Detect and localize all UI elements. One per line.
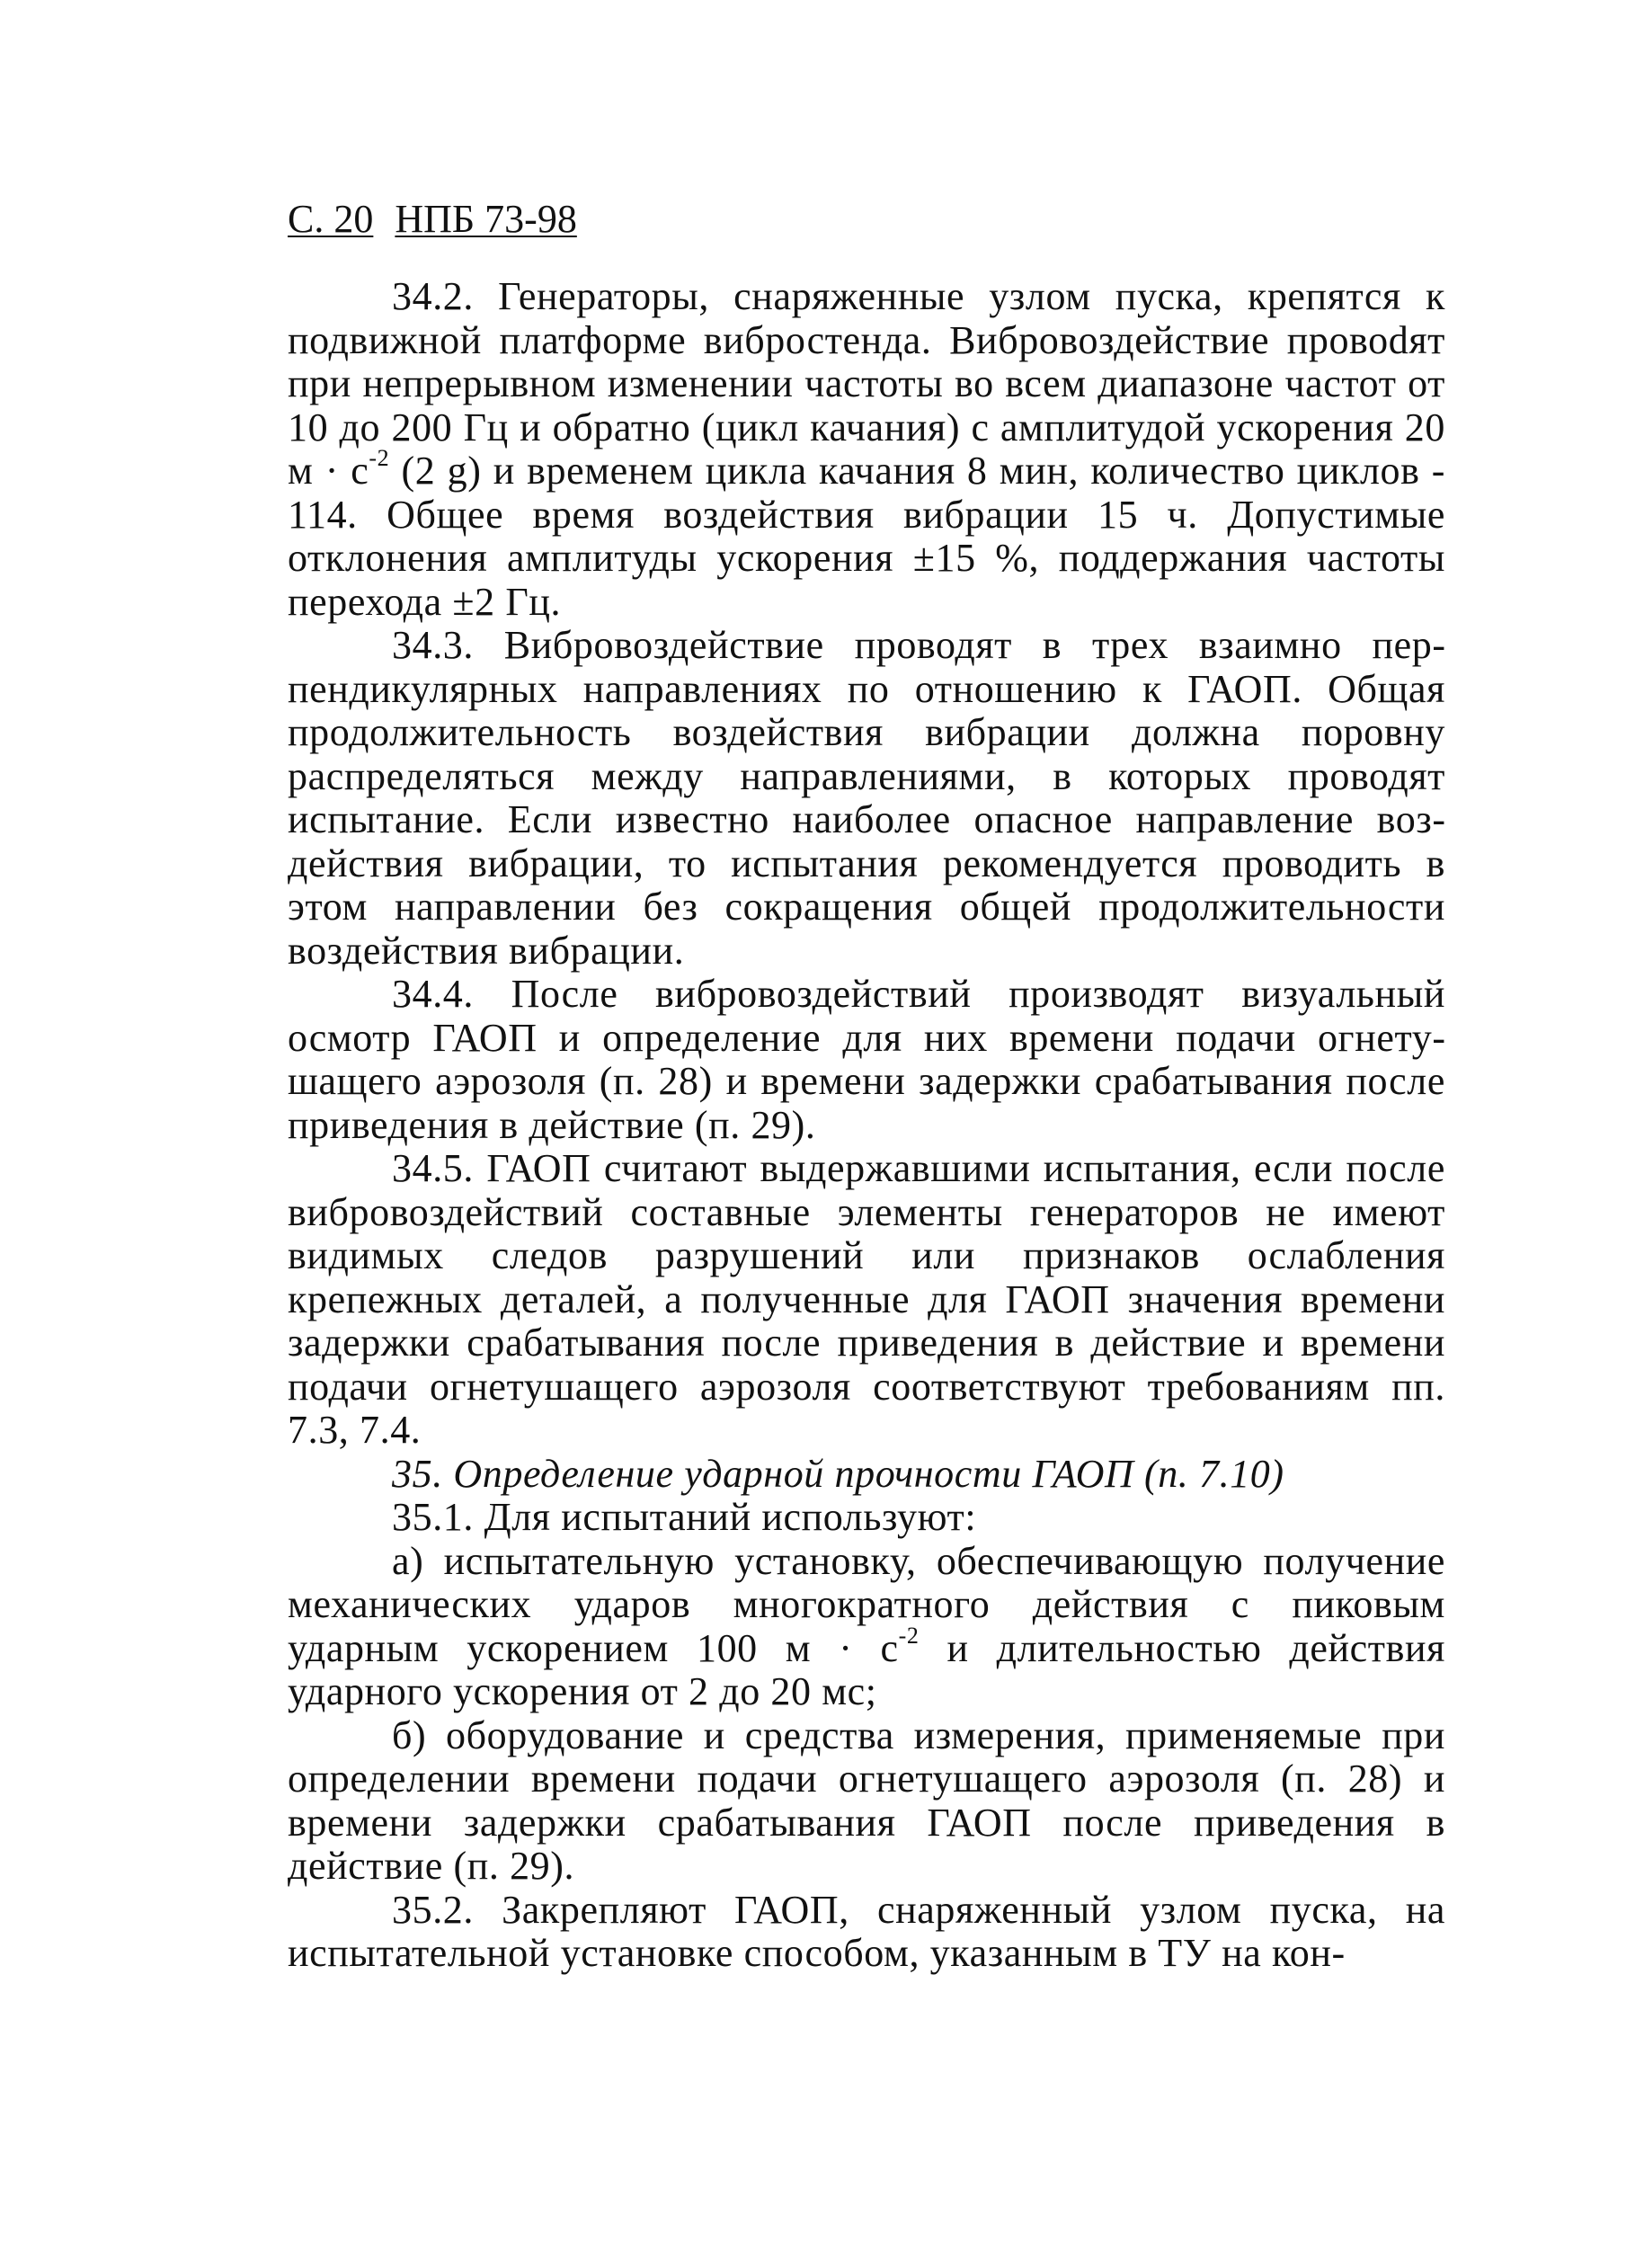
paragraph [288,624,1445,973]
paragraph-text: и длительностью действия ударного ускорения от 2 до 20 мс; [288,1625,1445,1713]
paragraph-text: 35.2. Закрепляют ГАОП, снаряженный узлом пуска, на испытательной установке способом, указанным в ТУ на кон- [288,1887,1445,1975]
paragraph-text: 34.5. ГАОП считают выдержавшими испытания, если после вибровоздействий составные элементы генераторов не имеют видимых следов разрушений или признаков ослабления крепежных деталей, а полученные для ГАОП значения времени задержки срабатывания после приведения в действие и времени подачи огнетушащего аэрозоля соответствуют требованиям пп. 7.3, 7.4. [288,1146,1445,1452]
paragraph-text: (2 g) и временем цикла качания 8 мин, количество циклов - 114. Общее время воздействия вибрации 15 ч. Допустимые отклонения амплитуды ускорения ±15 %, поддержания частоты перехода ±2 Гц. [288,449,1445,624]
paragraph-text: 34.3. Вибровоздействие проводят в трех взаимно перпендикулярных направлениях по отношению к ГАОП. Общая продолжительность воздействия вибрации должна поровну распределяться между направлениями, в которых проводят испытание. Если известно наиболее опасное направление воздействия вибрации, то испытания рекомендуется проводить в этом направлении без сокращения общей продолжительности воздействия вибрации. [288,623,1445,973]
page-number: С. 20 [288,197,374,241]
paragraph [288,275,1445,624]
superscript-exponent: -2 [369,445,390,472]
paragraph-text: 35.1. Для испытаний используют: [392,1495,977,1539]
paragraph [288,1147,1445,1453]
paragraph-text: 34.2. Генераторы, снаряженные узлом пуска, крепятся к подвижной платформе вибростенда. Вибровоздействие провоdят при непрерывном изменении частоты во всем диапазоне частот от 10 до 200 Гц и обратно (цикл качания) с амплитудой ускорения 20 м · с [288,274,1445,493]
document-code: НПБ 73-98 [395,197,577,241]
paragraph [288,1714,1445,1889]
paragraph [288,1540,1445,1714]
paragraph [288,1889,1445,1976]
section-heading [288,1453,1445,1497]
document-page [288,196,1445,1976]
superscript-exponent: -2 [898,1622,920,1649]
paragraph [288,1496,1445,1540]
page-header [288,196,1445,243]
paragraph-text: 34.4. После вибровоздействий производят визуальный осмотр ГАОП и определение для них времени подачи огнетушащего аэрозоля (п. 28) и времени задержки срабатывания после приведения в действие (п. 29). [288,972,1445,1147]
paragraph [288,973,1445,1147]
paragraph-text: б) оборудование и средства измерения, применяемые при определении времени подачи огнетушащего аэрозоля (п. 28) и времени задержки срабатывания ГАОП после приведения в действие (п. 29). [288,1712,1445,1888]
paragraph-text: а) испытательную установку, обеспечивающую получение механических ударов многократного действия с пиковым ударным ускорением 100 м · с [288,1538,1445,1670]
paragraph-text: 35. Определение ударной прочности ГАОП (п. 7.10) [392,1451,1284,1496]
body-text [288,275,1445,1976]
